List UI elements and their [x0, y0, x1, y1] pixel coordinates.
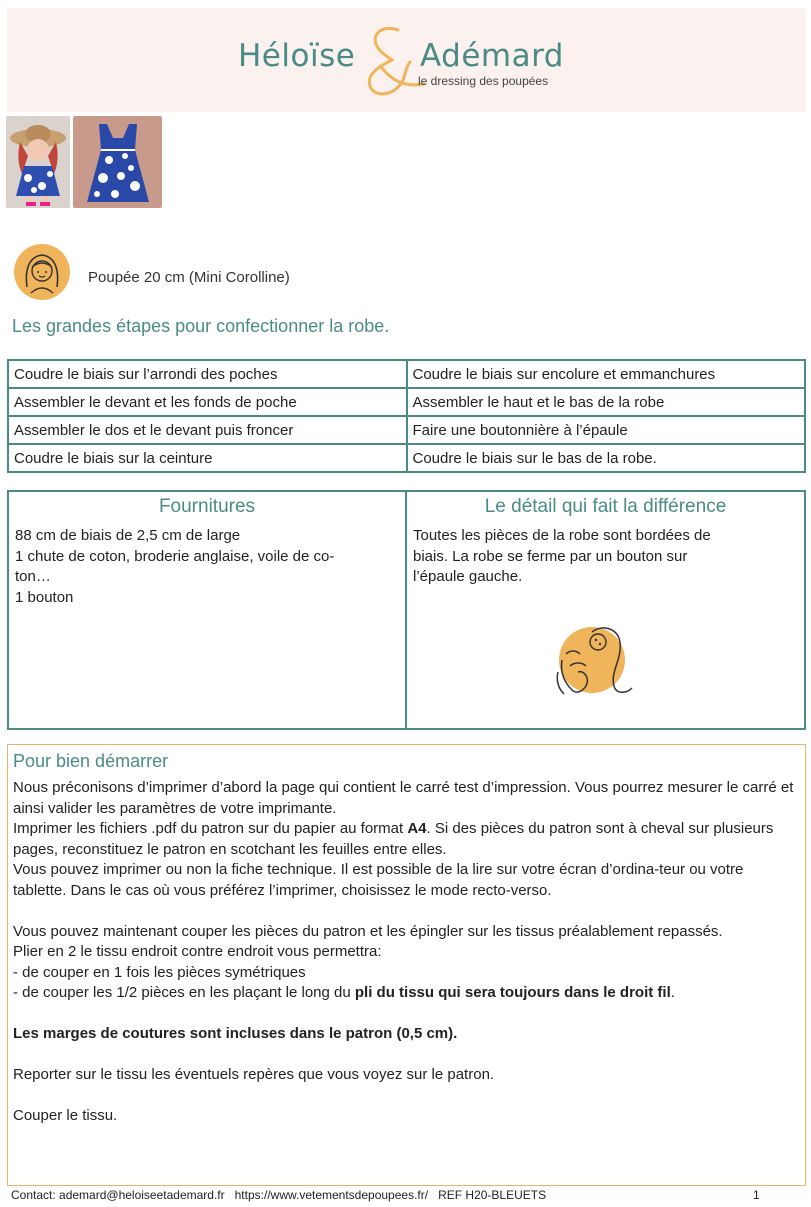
page-number: 1: [753, 1188, 760, 1202]
getting-started-title: Pour bien démarrer: [13, 751, 169, 771]
paragraph: Nous préconisons d’imprimer d’abord la page qui contient le carré test d’impression. Vous pourrez mesurer le carré et ainsi valider les paramètres de votre imprimante.: [13, 779, 794, 817]
paragraph: Vous pouvez imprimer ou non la fiche technique. Il est possible de la lire sur votre écran d’ordina-teur ou votre tablette. Dans le cas où vous préférez l’imprimer, choisissez le mode recto-verso.: [13, 861, 744, 899]
table-row: [8, 416, 805, 444]
paragraph: - de couper en 1 fois les pièces symétriques: [13, 963, 306, 981]
table-cell: Coudre le biais sur l’arrondi des poches: [8, 360, 407, 388]
bold-text: pli du tissu qui sera toujours dans le droit fil: [354, 984, 671, 1001]
paragraph: Couper le tissu.: [13, 1107, 118, 1124]
table-cell: Assembler le haut et le bas de la robe: [407, 388, 806, 416]
table-row: [8, 360, 805, 388]
dress-photo: [73, 116, 162, 208]
paragraph: Plier en 2 le tissu endroit contre endroit vous permettra:: [13, 943, 382, 960]
steps-title: Les grandes étapes pour confectionner la robe.: [12, 316, 390, 336]
detail-text: Toutes les pièces de la robe sont bordées de biais. La robe se ferme par un bouton sur l’épaule gauche.: [413, 527, 711, 585]
detail-title: Le détail qui fait la différence: [484, 496, 727, 517]
supplies-box: [7, 490, 407, 730]
text-span: Imprimer les fichiers .pdf du patron sur du papier au format: [13, 820, 408, 837]
text-span: . Si des pièces du patron sont à cheval sur plusieurs pages, reconstituez le patron en scotchant les feuilles entre elles.: [13, 820, 774, 858]
brand-name-right: Adémard: [420, 38, 564, 74]
button-hand-icon: [552, 620, 634, 698]
margins-note: Les marges de coutures sont incluses dans le patron (0,5 cm).: [13, 1025, 458, 1042]
table-cell: Assembler le devant et les fonds de poche: [8, 388, 407, 416]
doll-size-label: Poupée 20 cm (Mini Corolline): [88, 269, 290, 286]
paragraph: [13, 1024, 800, 1045]
supplies-title: Fournitures: [158, 496, 256, 517]
table-row: [8, 444, 805, 472]
doll-face-icon: [13, 243, 71, 301]
paragraph: Reporter sur le tissu les éventuels repères que vous voyez sur le patron.: [13, 1066, 495, 1083]
getting-started-box: [7, 744, 806, 1186]
text-span: .: [670, 984, 675, 1001]
paragraph: Vous pouvez maintenant couper les pièces du patron et les épingler sur les tissus préalablement repassés.: [13, 922, 723, 940]
table-row: [8, 388, 805, 416]
table-cell: Faire une boutonnière à l’épaule: [407, 416, 806, 444]
doll-photo: [6, 116, 70, 208]
table-cell: Assembler le dos et le devant puis froncer: [8, 416, 407, 444]
steps-table: [7, 359, 806, 473]
supplies-text: 88 cm de biais de 2,5 cm de large 1 chute de coton, broderie anglaise, voile de co- ton… 1 bouton: [15, 527, 335, 606]
table-cell: Coudre le biais sur encolure et emmanchures: [407, 360, 806, 388]
table-cell: Coudre le biais sur la ceinture: [8, 444, 407, 472]
paragraph: [13, 819, 800, 860]
brand-tagline: le dressing des poupées: [418, 74, 549, 88]
text-span: - de couper les 1/2 pièces en les plaçant le long du: [13, 984, 355, 1001]
table-cell: Coudre le biais sur le bas de la robe.: [407, 444, 806, 472]
format-a4: A4: [407, 820, 427, 837]
brand-name-left: Héloïse: [238, 38, 356, 74]
footer-contact: Contact: ademard@heloiseetademard.fr https://www.vetementsdepoupees.fr/ REF H20-BLEUETS: [11, 1188, 547, 1202]
paragraph: [13, 983, 800, 1004]
